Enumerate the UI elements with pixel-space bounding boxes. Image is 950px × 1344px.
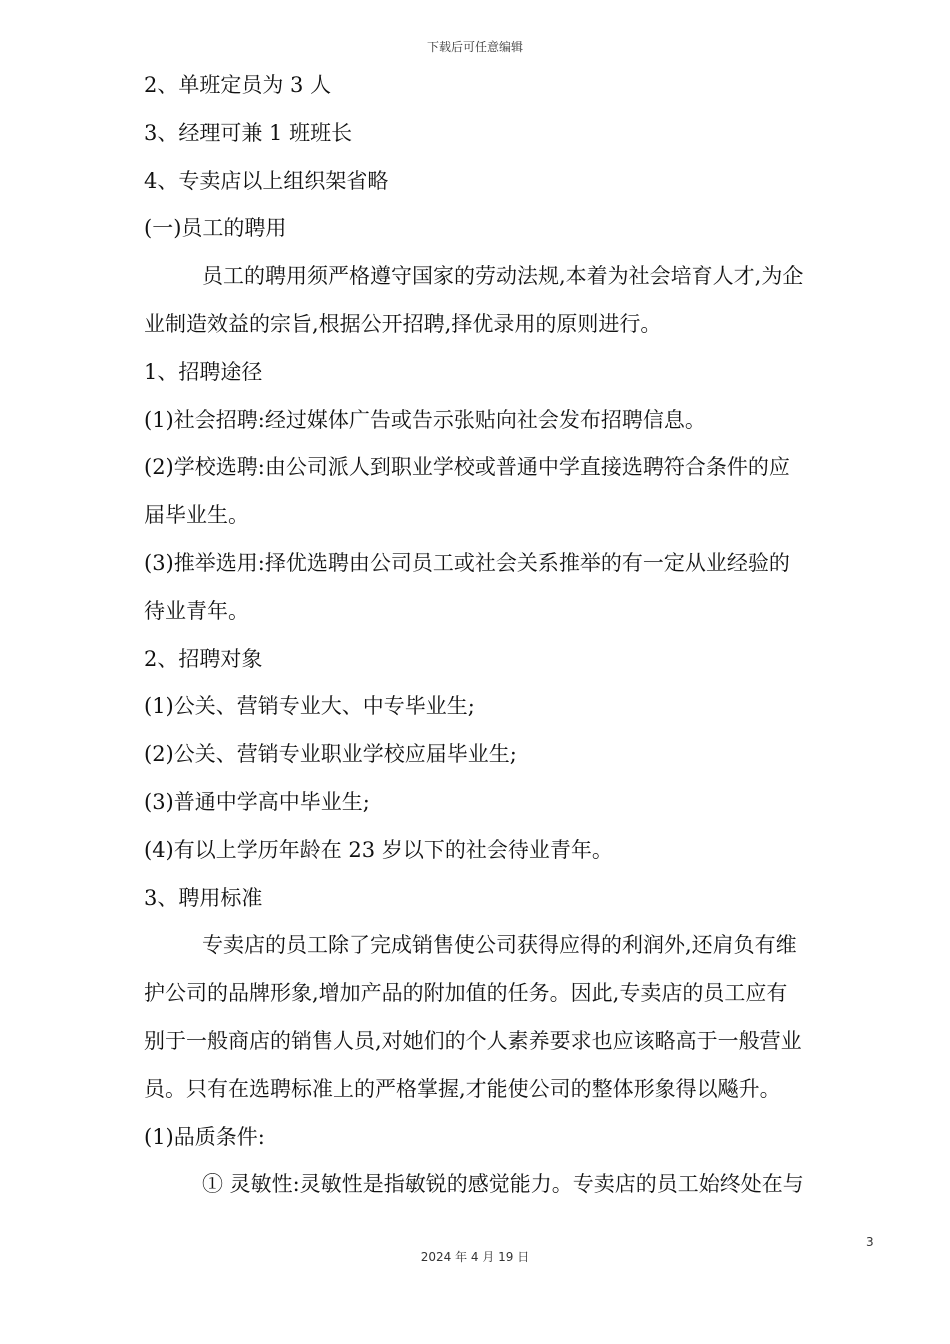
subsection-heading: 3、聘用标准 <box>144 885 263 910</box>
list-item: (1)品质条件: <box>144 1124 265 1149</box>
list-item: (3)普通中学高中毕业生; <box>144 789 370 814</box>
page-header: 下载后可任意编辑 <box>426 40 523 54</box>
list-item: (4)有以上学历年龄在 23 岁以下的社会待业青年。 <box>144 837 613 862</box>
paragraph-line: 别于一般商店的销售人员,对她们的个人素养要求也应该略高于一般营业 <box>144 1028 802 1053</box>
subsection-heading: 2、招聘对象 <box>144 646 263 671</box>
subsection-heading: 1、招聘途径 <box>144 359 263 384</box>
list-item: (2)学校选聘:由公司派人到职业学校或普通中学直接选聘符合条件的应 <box>144 455 790 480</box>
paragraph-line: 员工的聘用须严格遵守国家的劳动法规,本着为社会培育人才,为企 <box>202 264 804 289</box>
list-item: (1)社会招聘:经过媒体广告或告示张贴向社会发布招聘信息。 <box>144 407 706 432</box>
list-item-continuation: 待业青年。 <box>144 598 249 623</box>
text-line: 2、单班定员为 3 人 <box>144 73 332 97</box>
list-item: (1)公关、营销专业大、中专毕业生; <box>144 694 475 719</box>
paragraph-line: 业制造效益的宗旨,根据公开招聘,择优录用的原则进行。 <box>144 311 662 336</box>
text-line: 3、经理可兼 1 班班长 <box>144 120 353 145</box>
paragraph-line: 专卖店的员工除了完成销售使公司获得应得的利润外,还肩负有维 <box>202 933 797 958</box>
document-body <box>144 62 874 1209</box>
page-number: 3 <box>866 1235 874 1249</box>
list-item-continuation: 届毕业生。 <box>144 503 249 528</box>
list-item: (3)推举选用:择优选聘由公司员工或社会关系推举的有一定从业经验的 <box>144 550 790 575</box>
section-heading: (一)员工的聘用 <box>144 216 287 241</box>
list-item: (2)公关、营销专业职业学校应届毕业生; <box>144 742 517 767</box>
list-item: ① 灵敏性:灵敏性是指敏锐的感觉能力。专卖店的员工始终处在与 <box>202 1172 804 1197</box>
text-line: 4、专卖店以上组织架省略 <box>144 168 389 193</box>
paragraph-line: 员。只有在选聘标准上的严格掌握,才能使公司的整体形象得以飚升。 <box>144 1076 781 1101</box>
paragraph-line: 护公司的品牌形象,增加产品的附加值的任务。因此,专卖店的员工应有 <box>144 981 788 1006</box>
page-footer-date: 2024 年 4 月 19 日 <box>420 1250 530 1264</box>
